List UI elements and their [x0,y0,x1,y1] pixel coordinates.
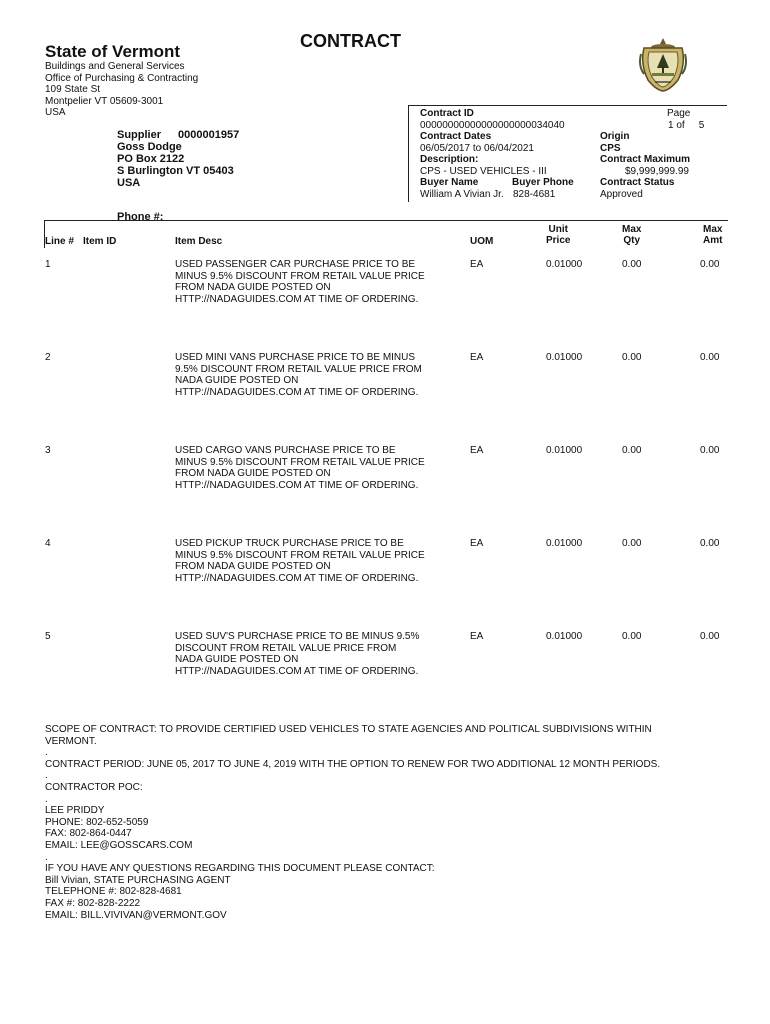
contract-maximum-label: Contract Maximum [600,154,691,165]
row-uom: EA [470,259,484,270]
contract-maximum: $9,999,999.99 [625,166,689,177]
contract-status-label: Contract Status [600,177,675,188]
row-uom: EA [470,538,484,549]
agent-email: EMAIL: BILL.VIVIVAN@VERMONT.GOV [45,909,227,921]
row-max-qty: 0.00 [622,259,642,270]
buyer-phone: 828-4681 [513,189,556,200]
scope-line: VERMONT. [45,735,97,747]
contract-dates-label: Contract Dates [420,131,492,142]
row-item-desc: USED SUV'S PURCHASE PRICE TO BE MINUS 9.5% DISCOUNT FROM RETAIL VALUE PRICE FROM NADA GUIDE POSTED ON HTTP://NADAGUIDES.COM AT TIME OF ORDERING. [175,631,420,677]
supplier-line: USA [117,177,141,189]
address-line: USA [45,107,66,119]
contract-dates: 06/05/2017 to 06/04/2021 [420,143,534,154]
header-line-number: Line # [45,236,74,247]
vermont-seal-icon [638,34,688,92]
row-uom: EA [470,352,484,363]
supplier-label: Supplier [117,129,162,141]
row-item-desc: USED CARGO VANS PURCHASE PRICE TO BE MINUS 9.5% DISCOUNT FROM RETAIL VALUE PRICE FROM NADA GUIDE POSTED ON HTTP://NADAGUIDES.COM AT TIME OF ORDERING. [175,445,425,491]
scope-line: SCOPE OF CONTRACT: TO PROVIDE CERTIFIED USED VEHICLES TO STATE AGENCIES AND POLITICAL SUBDIVISIONS WITHIN [45,724,652,735]
row-unit-price: 0.01000 [546,259,583,270]
supplier-phone-label: Phone #: [117,211,164,223]
agent-fax: FAX #: 802-828-2222 [45,897,141,909]
row-unit-price: 0.01000 [546,445,583,456]
agent-phone: TELEPHONE #: 802-828-4681 [45,886,182,898]
origin-value: CPS [600,143,621,154]
page-value [668,120,704,132]
row-unit-price: 0.01000 [546,352,583,363]
row-max-amt: 0.00 [700,445,720,456]
description-label: Description: [420,154,479,165]
separator-dot: . [45,747,48,759]
supplier-block [117,129,239,189]
header-max-amt [703,224,722,246]
separator-dot: . [45,770,48,782]
address-line: Office of Purchasing & Contracting [45,72,199,84]
row-max-qty: 0.00 [622,445,642,456]
row-max-qty: 0.00 [622,352,642,363]
header-unit-price-line2: Price [546,235,571,246]
row-max-amt: 0.00 [700,259,720,270]
row-uom: EA [470,445,484,456]
address-line: Buildings and General Services [45,61,185,72]
page-total: 5 [698,120,705,131]
header-max-amt-line1: Max [703,224,723,235]
header-max-amt-line2: Amt [703,235,723,246]
row-uom: EA [470,631,484,642]
row-line-number: 5 [45,631,51,642]
contract-status: Approved [600,189,643,200]
header-item-desc: Item Desc [175,236,223,247]
buyer-name-label: Buyer Name [420,177,479,188]
row-item-desc: USED MINI VANS PURCHASE PRICE TO BE MINUS 9.5% DISCOUNT FROM RETAIL VALUE PRICE FROM NADA GUIDE POSTED ON HTTP://NADAGUIDES.COM AT TIME OF ORDERING. [175,352,422,398]
row-line-number: 2 [45,352,51,363]
row-max-amt: 0.00 [700,538,720,549]
row-unit-price: 0.01000 [546,538,583,549]
contract-info-box [408,105,727,202]
poc-email: EMAIL: LEE@GOSSCARS.COM [45,839,193,851]
header-max-qty-line1: Max [622,224,642,235]
document-title: CONTRACT [300,31,401,51]
supplier-line: S Burlington VT 05403 [117,165,234,177]
row-max-amt: 0.00 [700,631,720,642]
supplier-line: PO Box 2122 [117,153,185,165]
row-max-qty: 0.00 [622,538,642,549]
questions-line: IF YOU HAVE ANY QUESTIONS REGARDING THIS DOCUMENT PLEASE CONTACT: [45,863,435,875]
contract-period: CONTRACT PERIOD: JUNE 05, 2017 TO JUNE 4, 2019 WITH THE OPTION TO RENEW FOR TWO ADDITIONAL 12 MONTH PERIODS. [45,758,661,770]
poc-phone: PHONE: 802-652-5059 [45,816,149,828]
contract-id: 00000000000000000000034040 [420,120,565,131]
header-max-qty [622,224,641,246]
page-number: 1 of [668,120,685,131]
separator-dot: . [45,793,48,805]
buyer-phone-label: Buyer Phone [512,177,574,188]
contractor-poc-label: CONTRACTOR POC: [45,781,143,793]
row-unit-price: 0.01000 [546,631,583,642]
poc-name: LEE PRIDDY [45,805,105,817]
origin-label: Origin [600,131,630,142]
separator-dot: . [45,851,48,863]
header-unit-price [546,224,570,246]
address-line: 109 State St [45,84,101,96]
row-item-desc: USED PICKUP TRUCK PURCHASE PRICE TO BE MINUS 9.5% DISCOUNT FROM RETAIL VALUE PRICE FROM NADA GUIDE POSTED ON HTTP://NADAGUIDES.COM AT TIME OF ORDERING. [175,538,425,584]
state-name: State of Vermont [45,42,181,61]
supplier-line: Goss Dodge [117,141,182,153]
buyer-name: William A Vivian Jr. [420,189,504,200]
header-item-id: Item ID [83,236,117,247]
header-uom: UOM [470,236,494,247]
supplier-heading [117,129,239,141]
page-label: Page [667,108,691,119]
contract-description: CPS - USED VEHICLES - III [420,166,547,177]
row-line-number: 3 [45,445,51,456]
row-item-desc: USED PASSENGER CAR PURCHASE PRICE TO BE MINUS 9.5% DISCOUNT FROM RETAIL VALUE PRICE FROM NADA GUIDE POSTED ON HTTP://NADAGUIDES.COM AT TIME OF ORDERING. [175,259,425,305]
poc-fax: FAX: 802-864-0447 [45,828,132,840]
address-line: Montpelier VT 05609-3001 [45,95,164,107]
header-max-qty-line2: Qty [623,235,641,246]
agent-name: Bill Vivian, STATE PURCHASING AGENT [45,874,231,886]
row-line-number: 4 [45,538,51,549]
header-unit-price-line1: Unit [548,224,568,235]
row-max-amt: 0.00 [700,352,720,363]
row-line-number: 1 [45,259,51,270]
contract-id-label: Contract ID [420,108,474,119]
supplier-number: 0000001957 [178,129,240,141]
contract-notes [45,724,660,921]
issuer-address [45,61,198,119]
row-max-qty: 0.00 [622,631,642,642]
